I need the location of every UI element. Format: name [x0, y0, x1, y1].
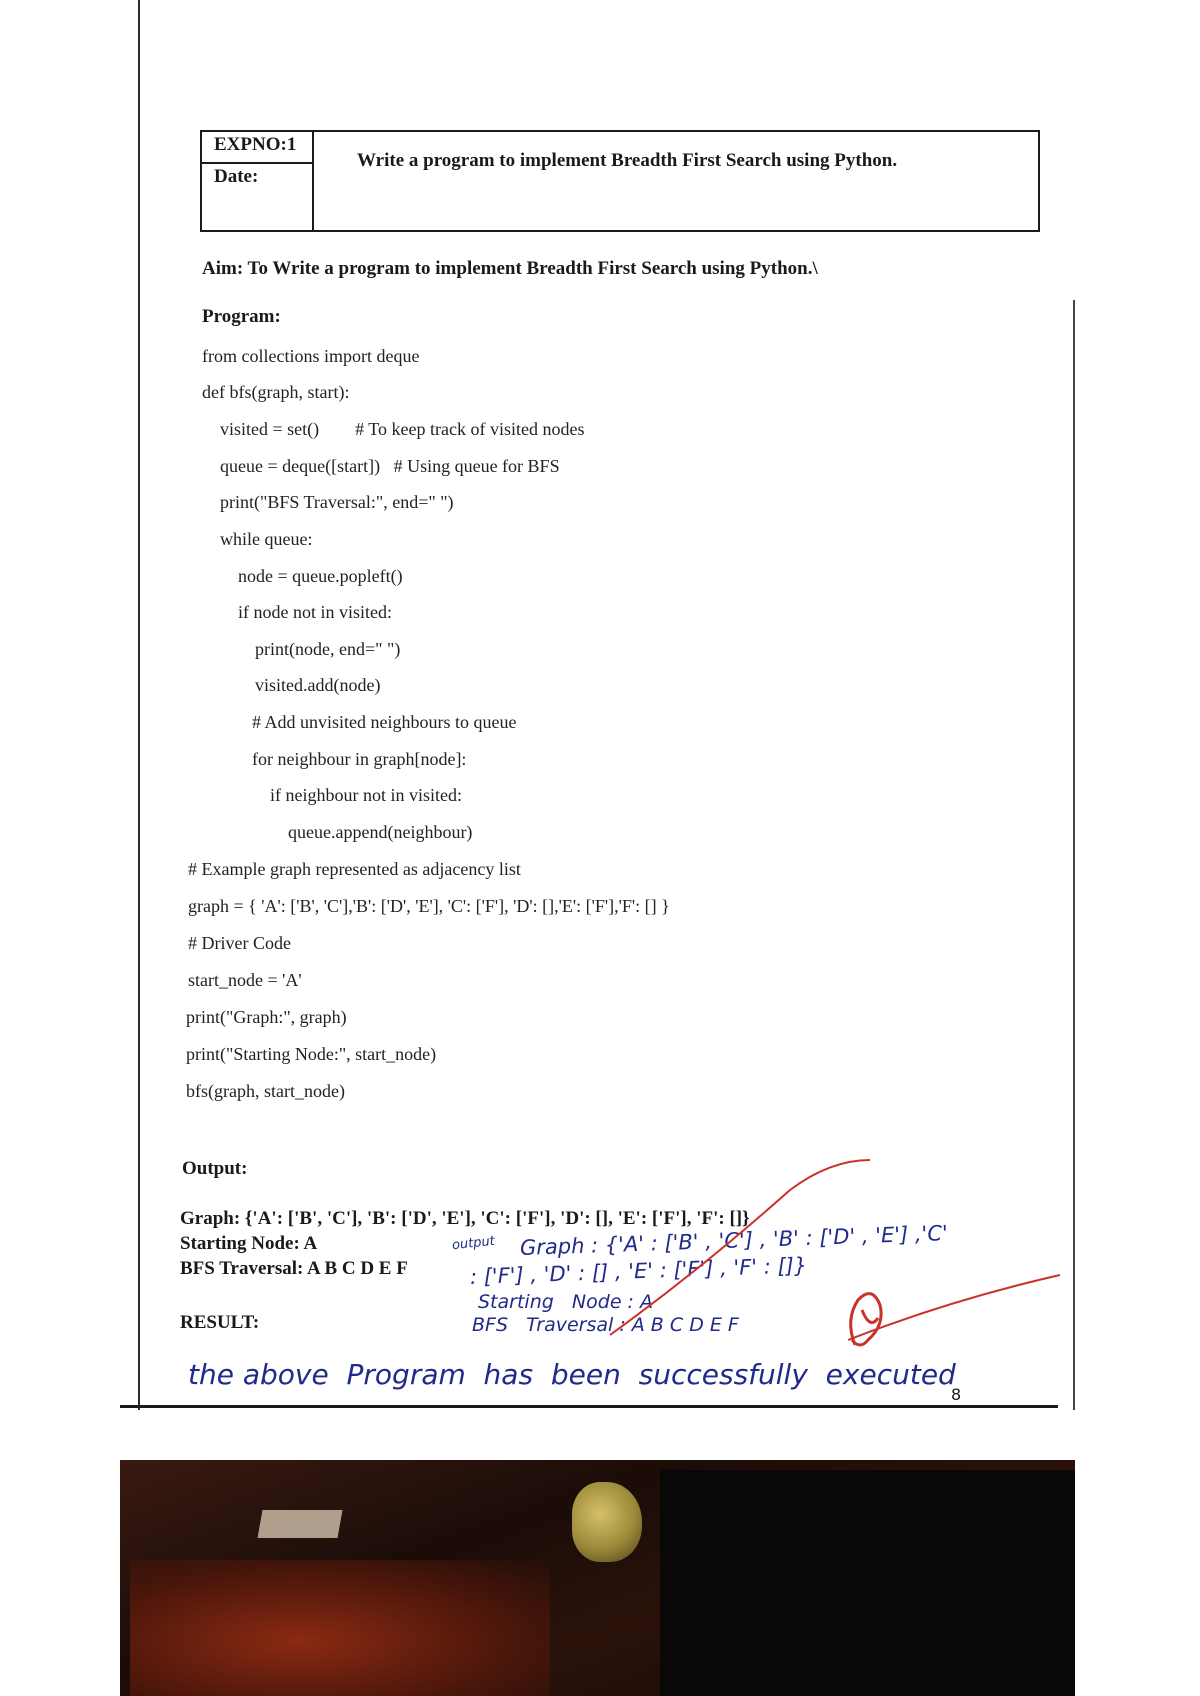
- code-line: def bfs(graph, start):: [202, 382, 350, 402]
- handwritten-starting-node: Starting Node : A: [478, 1291, 653, 1313]
- background-dark-area: [660, 1470, 1075, 1696]
- background-red-area: [130, 1560, 550, 1696]
- red-check-stroke: [610, 1160, 870, 1335]
- output-graph-line: Graph: {'A': ['B', 'C'], 'B': ['D', 'E'], 'C': ['F'], 'D': [], 'E': ['F'], 'F': []}: [180, 1208, 750, 1229]
- handwritten-output-note: output: [451, 1233, 496, 1254]
- program-label: Program:: [202, 306, 281, 327]
- page-number: 8: [951, 1385, 962, 1404]
- code-line: queue = deque([start]) # Using queue for BFS: [220, 456, 560, 476]
- code-line: for neighbour in graph[node]:: [252, 749, 467, 769]
- output-starting-node-line: Starting Node: A: [180, 1233, 318, 1254]
- handwritten-bfs-traversal: BFS Traversal : A B C D E F: [472, 1314, 739, 1336]
- aim-statement: Aim: To Write a program to implement Breadth First Search using Python.\: [202, 258, 818, 279]
- output-bfs-traversal-line: BFS Traversal: A B C D E F: [180, 1258, 408, 1279]
- background-light-patch: [258, 1510, 343, 1538]
- code-line: bfs(graph, start_node): [186, 1081, 345, 1101]
- code-line: # Example graph represented as adjacency list: [188, 859, 521, 879]
- experiment-title: Write a program to implement Breadth First Search using Python.: [357, 150, 898, 171]
- handwritten-graph-line-2: : ['F'] , 'D' : [] , 'E' : ['F'] , 'F' : []}: [469, 1253, 808, 1289]
- code-line: node = queue.popleft(): [238, 566, 403, 586]
- code-line: # Driver Code: [188, 933, 291, 953]
- expno-label: EXPNO:1: [202, 132, 312, 164]
- code-line: from collections import deque: [202, 346, 420, 366]
- code-line: if neighbour not in visited:: [270, 785, 462, 805]
- output-label: Output:: [182, 1158, 248, 1179]
- code-line: visited.add(node): [255, 675, 381, 695]
- code-line: print(node, end=" "): [255, 639, 401, 659]
- code-line: if node not in visited:: [238, 602, 392, 622]
- handwritten-graph-line-1: Graph : {'A' : ['B' , 'C'] , 'B' : ['D' , 'E'] ,'C': [519, 1221, 949, 1260]
- code-line: graph = { 'A': ['B', 'C'],'B': ['D', 'E'], 'C': ['F'], 'D': [],'E': ['F'],'F': [] }: [188, 896, 670, 916]
- background-gold-object: [572, 1482, 642, 1562]
- code-line: print("Starting Node:", start_node): [186, 1044, 437, 1064]
- code-line: print("BFS Traversal:", end=" "): [220, 492, 454, 512]
- code-line: print("Graph:", graph): [186, 1007, 347, 1027]
- result-label: RESULT:: [180, 1312, 260, 1333]
- code-line: while queue:: [220, 529, 313, 549]
- code-line: start_node = 'A': [188, 970, 302, 990]
- code-line: queue.append(neighbour): [288, 822, 473, 842]
- date-label: Date:: [214, 166, 259, 187]
- handwritten-result: the above Program has been successfully executed: [188, 1358, 956, 1391]
- code-line: visited = set() # To keep track of visited nodes: [220, 419, 585, 439]
- code-line: # Add unvisited neighbours to queue: [252, 712, 517, 732]
